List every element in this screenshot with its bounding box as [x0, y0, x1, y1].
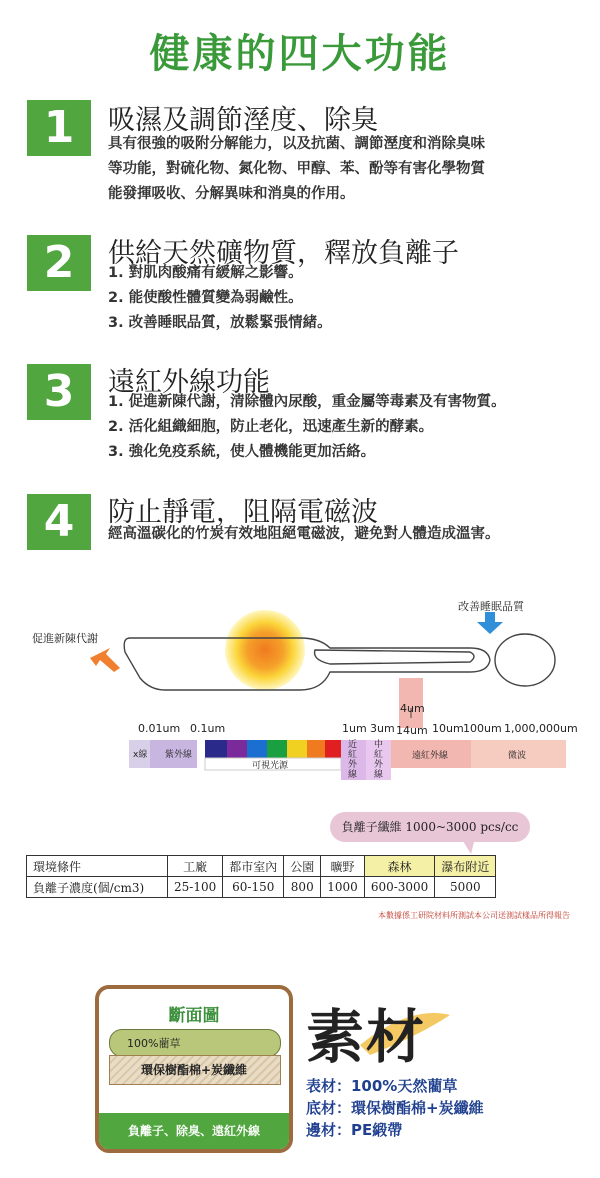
sun-icon [225, 610, 305, 690]
feature-description [108, 132, 588, 207]
spectrum-graphic [0, 590, 600, 800]
section-card-footer: 負離子、除臭、遠紅外線 [99, 1113, 289, 1149]
feature-line: 能發揮吸收、分解異味和消臭的作用。 [108, 186, 355, 202]
arrow-icon [90, 648, 120, 672]
feature-title: 防止靜電，阻隔電磁波 [108, 497, 378, 528]
tick-label: 0.01um [138, 722, 181, 735]
footnote: 本數據係工研院材料所測試本公司送測試樣品所得報告 [378, 911, 570, 920]
tick-label: 0.1um [190, 722, 226, 735]
table-cell: 工廠 [168, 856, 223, 877]
feature-number: 3 [27, 364, 91, 420]
band-xray: x線 [133, 750, 148, 760]
spectrum-right-label: 改善睡眠品質 [458, 600, 524, 613]
material-list [306, 1075, 484, 1141]
spectrum-range-bottom: 14um [396, 724, 428, 737]
feature-line: 經高溫碳化的竹炭有效地阻絕電磁波，避免對人體造成溫害。 [108, 526, 500, 542]
band-near-ir: 近紅外線 [348, 740, 358, 780]
feature-title: 供給天然礦物質，釋放負離子 [108, 238, 459, 269]
tick-label: 1um [342, 722, 367, 735]
table-cell: 公園 [284, 856, 321, 877]
feature-line: 等功能，對硫化物、氮化物、甲醇、苯、酚等有害化學物質 [108, 161, 485, 177]
spectrum-left-label: 促進新陳代謝 [32, 632, 98, 645]
table-cell: 都市室內 [223, 856, 284, 877]
table-cell: 25-100 [168, 877, 223, 898]
table-row [27, 856, 496, 877]
body-outline-icon [124, 634, 555, 690]
band-visible: 可視光源 [252, 761, 289, 771]
table-cell: 環境條件 [27, 856, 168, 877]
feature-description [108, 522, 588, 547]
feature-number: 4 [27, 494, 91, 550]
feature-description [108, 390, 588, 465]
section-card [95, 985, 293, 1153]
feature-title: 吸濕及調節溼度、除臭 [108, 105, 378, 136]
band-far-ir: 遠紅外線 [412, 751, 449, 761]
tick-label: 10um [432, 722, 464, 735]
material-line: 表材：100%天然藺草 [306, 1077, 458, 1095]
feature-line: 2. 能使酸性體質變為弱鹼性。 [108, 290, 303, 306]
feature-line: 1. 對肌肉酸痛有緩解之影響。 [108, 265, 303, 281]
table-cell: 5000 [435, 877, 496, 898]
spectrum-diagram [0, 590, 600, 800]
ion-bubble: 負離子纖維 1000~3000 pcs/cc [330, 812, 530, 842]
feature-line: 2. 活化組織細胞，防止老化，迅速產生新的酵素。 [108, 419, 434, 435]
feature-line: 3. 改善睡眠品質，放鬆緊張情緒。 [108, 315, 332, 331]
feature-line: 具有很強的吸附分解能力，以及抗菌、調節溼度和消除臭味 [108, 136, 485, 152]
feature-number: 2 [27, 235, 91, 291]
tick-label: 1,000,000um [504, 722, 578, 735]
table-cell: 曠野 [321, 856, 365, 877]
table-cell: 瀑布附近 [435, 856, 496, 877]
band-microwave: 微波 [508, 751, 527, 761]
feature-title: 遠紅外線功能 [108, 367, 270, 398]
spectrum-range-top: 4um [400, 702, 425, 715]
feature-line: 3. 強化免疫系統，使人體機能更加活絡。 [108, 444, 376, 460]
down-arrow-icon [477, 612, 503, 634]
material-line: 底材：環保樹酯棉+炭纖維 [306, 1099, 484, 1117]
section-layer-1: 100%藺草 [127, 1037, 181, 1050]
table-row [27, 877, 496, 898]
table-cell: 負離子濃度(個/cm3) [27, 877, 168, 898]
section-card-title: 斷面圖 [168, 1006, 220, 1026]
feature-number: 1 [27, 100, 91, 156]
tick-label: 3um [370, 722, 395, 735]
table-cell: 800 [284, 877, 321, 898]
band-uv: 紫外線 [165, 750, 193, 760]
table-cell: 1000 [321, 877, 365, 898]
page-title: 健康的四大功能 [149, 31, 451, 77]
feature-description [108, 261, 588, 336]
table-cell: 森林 [364, 856, 435, 877]
env-table [26, 855, 496, 898]
feature-line: 1. 促進新陳代謝，清除體內尿酸，重金屬等毒素及有害物質。 [108, 394, 506, 410]
section-layer-2: 環保樹酯棉+炭纖維 [140, 1063, 248, 1077]
material-heading: 素材 [306, 1003, 427, 1071]
tick-label: 100um [463, 722, 502, 735]
band-mid-ir: 中紅外線 [374, 740, 384, 780]
material-line: 邊材：PE緞帶 [306, 1121, 403, 1139]
table-cell: 600-3000 [364, 877, 435, 898]
table-cell: 60-150 [223, 877, 284, 898]
